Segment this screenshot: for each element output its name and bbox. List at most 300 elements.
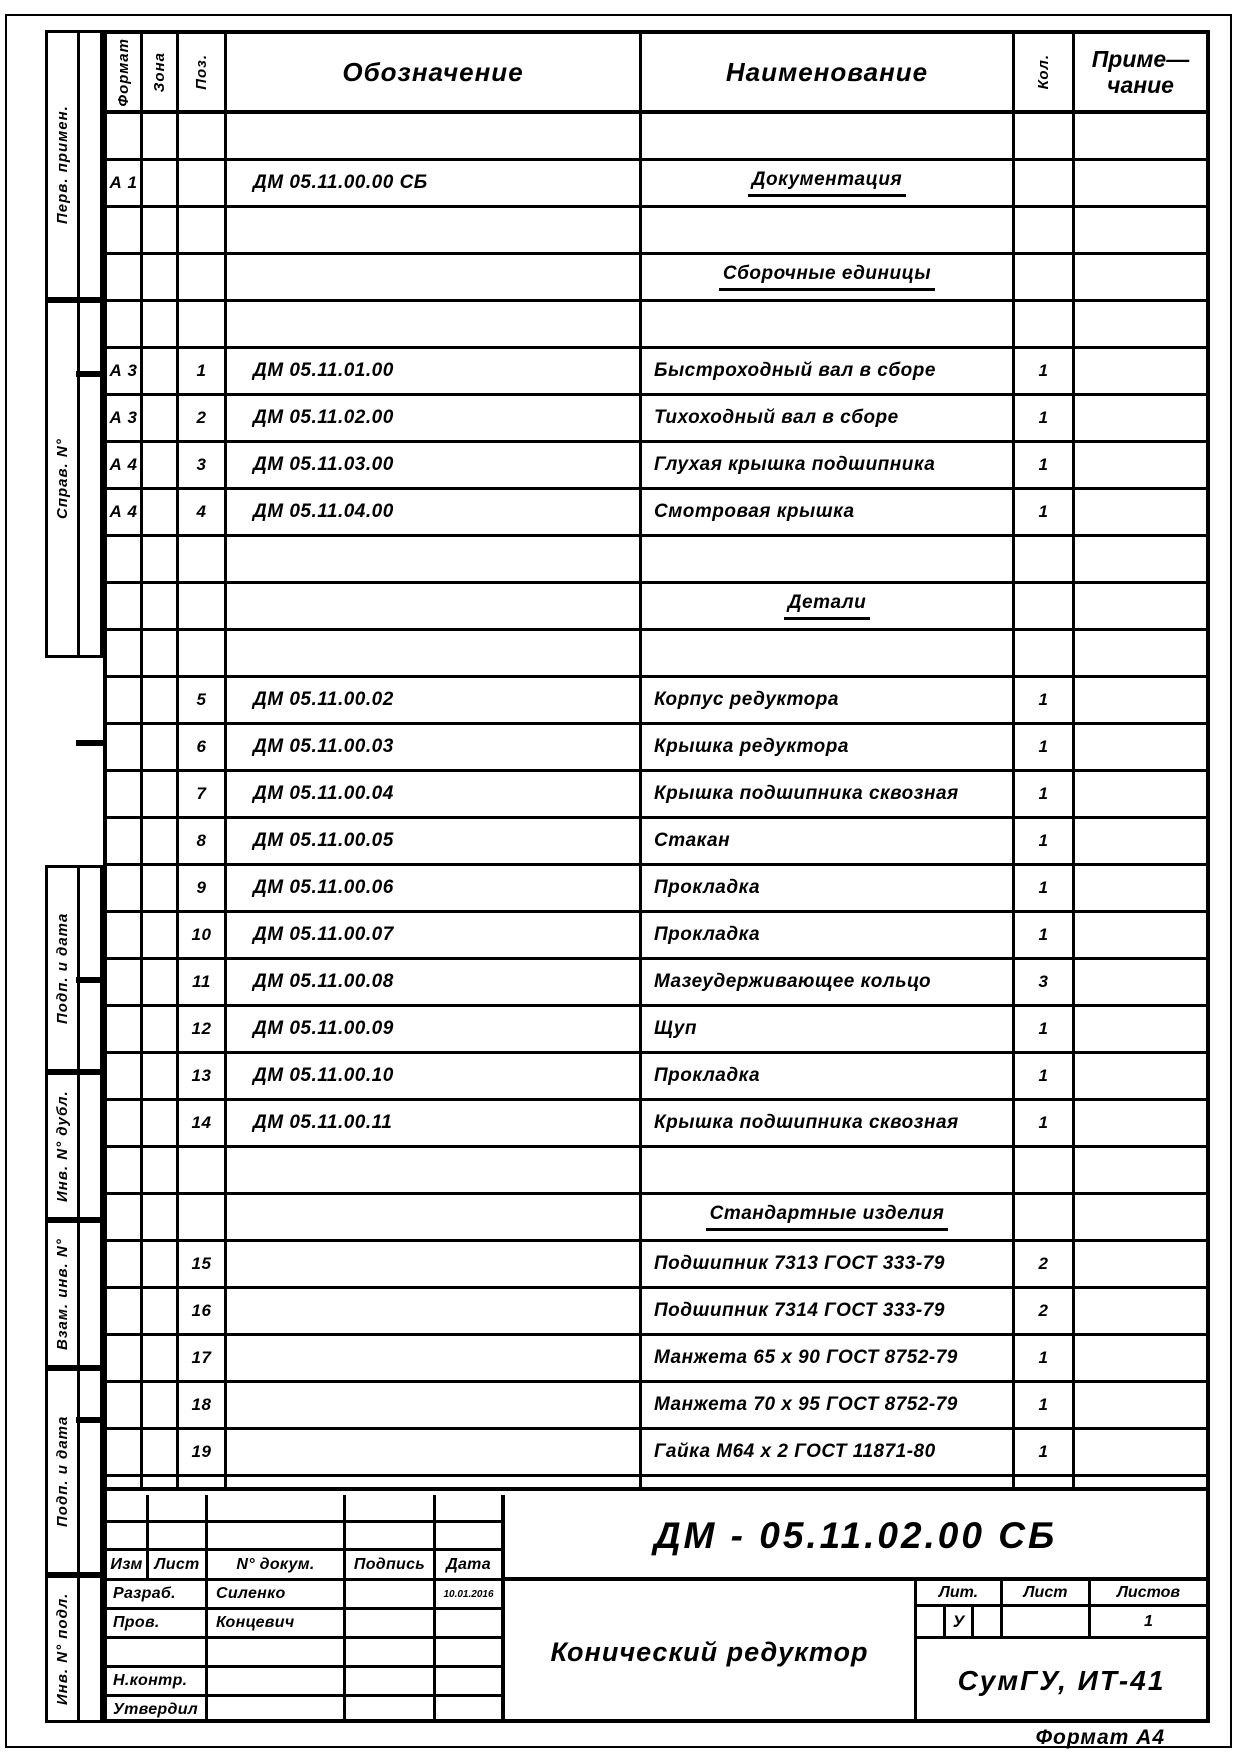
cell-name: Стакан — [642, 819, 1015, 863]
margin-label: Перв. примен. — [54, 105, 71, 225]
cell-zone — [143, 114, 179, 158]
spec-rows — [107, 114, 1206, 1487]
cell-pos — [179, 1148, 227, 1192]
cell-zone — [143, 631, 179, 675]
cell-format — [107, 1242, 143, 1286]
cell-note — [1075, 725, 1206, 769]
cell-format — [107, 537, 143, 581]
lit-cell-right — [974, 1607, 1000, 1636]
cell-name — [642, 537, 1015, 581]
role-label: Пров. — [107, 1610, 208, 1636]
role-signature — [346, 1697, 436, 1723]
cell-format — [107, 1007, 143, 1051]
list-header: Лист — [1003, 1581, 1091, 1604]
cell-qty: 1 — [1015, 725, 1075, 769]
table-row — [107, 913, 1206, 960]
cell-name: Щуп — [642, 1007, 1015, 1051]
role-row-utverdil — [107, 1697, 501, 1723]
role-row-empty — [107, 1639, 501, 1668]
role-label: Н.контр. — [107, 1668, 208, 1694]
cell-pos: 9 — [179, 866, 227, 910]
cell-note — [1075, 255, 1206, 299]
cell-zone — [143, 349, 179, 393]
cell-name: Быстроходный вал в сборе — [642, 349, 1015, 393]
cell-format — [107, 1289, 143, 1333]
cell-pos — [179, 584, 227, 628]
cell-format — [107, 725, 143, 769]
cell-zone — [143, 255, 179, 299]
cell-name — [642, 631, 1015, 675]
cell-format — [107, 819, 143, 863]
listov-value: 1 — [1144, 1612, 1153, 1630]
cell-format — [107, 208, 143, 252]
table-row — [107, 349, 1206, 396]
cell-pos: 15 — [179, 1242, 227, 1286]
cell-designation — [227, 1383, 642, 1427]
cell-pos: 16 — [179, 1289, 227, 1333]
cell-qty: 1 — [1015, 396, 1075, 440]
cell-note — [1075, 1383, 1206, 1427]
cell-pos — [179, 537, 227, 581]
cell-name — [642, 1477, 1015, 1487]
revision-reserve-row — [107, 1523, 501, 1551]
margin-block-podp-i-data-1 — [45, 865, 103, 1072]
assembly-title: Конический редуктор — [501, 1581, 914, 1723]
cell-qty — [1015, 114, 1075, 158]
table-row — [107, 772, 1206, 819]
cell-format — [107, 960, 143, 1004]
cell-format — [107, 1101, 143, 1145]
cell-designation: ДМ 05.11.00.11 — [227, 1101, 642, 1145]
role-date — [436, 1610, 501, 1636]
cell-designation: ДМ 05.11.00.09 — [227, 1007, 642, 1051]
cell-zone — [143, 960, 179, 1004]
cell-note — [1075, 631, 1206, 675]
cell-zone — [143, 678, 179, 722]
role-name — [208, 1639, 346, 1665]
cell-pos — [179, 1477, 227, 1487]
margin-block-perv-primen — [45, 30, 103, 300]
col-header-note-line2: чание — [1107, 72, 1174, 98]
cell-format — [107, 1383, 143, 1427]
cell-note — [1075, 1242, 1206, 1286]
cell-zone — [143, 302, 179, 346]
cell-format — [107, 584, 143, 628]
cell-pos: 8 — [179, 819, 227, 863]
cell-designation: ДМ 05.11.04.00 — [227, 490, 642, 534]
cell-qty — [1015, 631, 1075, 675]
cell-pos: 3 — [179, 443, 227, 487]
margin-block-vzam-inv-no — [45, 1220, 103, 1368]
cell-qty: 1 — [1015, 1054, 1075, 1098]
cell-pos: 4 — [179, 490, 227, 534]
cell-zone — [143, 1148, 179, 1192]
cell-zone — [143, 866, 179, 910]
cell-pos: 17 — [179, 1336, 227, 1380]
margin-label: Взам. инв. N° — [54, 1238, 71, 1350]
cell-qty — [1015, 161, 1075, 205]
cell-note — [1075, 584, 1206, 628]
cell-format — [107, 678, 143, 722]
cell-note — [1075, 772, 1206, 816]
cell-qty: 2 — [1015, 1289, 1075, 1333]
cell-qty: 1 — [1015, 819, 1075, 863]
cell-note — [1075, 490, 1206, 534]
cell-format — [107, 1477, 143, 1487]
table-row — [107, 1289, 1206, 1336]
margin-label: Подп. и дата — [54, 912, 71, 1025]
role-name: Силенко — [208, 1581, 346, 1607]
role-date — [436, 1697, 501, 1723]
cell-note — [1075, 678, 1206, 722]
cell-qty — [1015, 208, 1075, 252]
table-row — [107, 302, 1206, 349]
table-row — [107, 678, 1206, 725]
role-date — [436, 1639, 501, 1665]
role-signature — [346, 1581, 436, 1607]
cell-zone — [143, 1477, 179, 1487]
role-signature — [346, 1610, 436, 1636]
cell-designation: ДМ 05.11.00.03 — [227, 725, 642, 769]
list-value — [1003, 1607, 1091, 1636]
cell-zone — [143, 913, 179, 957]
cell-qty — [1015, 537, 1075, 581]
table-row — [107, 1242, 1206, 1289]
cell-pos: 19 — [179, 1430, 227, 1474]
cell-qty — [1015, 302, 1075, 346]
cell-pos — [179, 161, 227, 205]
table-row — [107, 1430, 1206, 1477]
cell-note — [1075, 349, 1206, 393]
cell-qty: 3 — [1015, 960, 1075, 1004]
cell-name: Манжета 65 x 90 ГОСТ 8752-79 — [642, 1336, 1015, 1380]
cell-designation: ДМ 05.11.00.07 — [227, 913, 642, 957]
cell-name: Прокладка — [642, 866, 1015, 910]
cell-designation: ДМ 05.11.00.04 — [227, 772, 642, 816]
cell-designation: ДМ 05.11.02.00 — [227, 396, 642, 440]
cell-designation — [227, 114, 642, 158]
margin-block-podp-i-data-2 — [45, 1368, 103, 1575]
cell-pos — [179, 255, 227, 299]
cell-qty: 1 — [1015, 443, 1075, 487]
cell-designation — [227, 1289, 642, 1333]
cell-format — [107, 1336, 143, 1380]
col-header-qty: Кол. — [1015, 34, 1075, 110]
cell-name: Корпус редуктора — [642, 678, 1015, 722]
role-signature — [346, 1668, 436, 1694]
cell-name: Прокладка — [642, 1054, 1015, 1098]
col-header-note — [1075, 34, 1206, 110]
role-signature — [346, 1639, 436, 1665]
cell-note — [1075, 1477, 1206, 1487]
cell-note — [1075, 960, 1206, 1004]
cell-name: Тихоходный вал в сборе — [642, 396, 1015, 440]
table-row — [107, 725, 1206, 772]
table-row — [107, 631, 1206, 678]
cell-pos: 14 — [179, 1101, 227, 1145]
cell-zone — [143, 1242, 179, 1286]
lit-value-cells — [917, 1607, 1003, 1636]
cell-designation: ДМ 05.11.00.10 — [227, 1054, 642, 1098]
cell-name: Стандартные изделия — [642, 1195, 1015, 1239]
cell-note — [1075, 396, 1206, 440]
cell-qty: 1 — [1015, 1101, 1075, 1145]
cell-zone — [143, 584, 179, 628]
cell-name: Мазеудерживающее кольцо — [642, 960, 1015, 1004]
cell-qty: 1 — [1015, 913, 1075, 957]
cell-designation: ДМ 05.11.00.02 — [227, 678, 642, 722]
cell-note — [1075, 302, 1206, 346]
cell-format — [107, 114, 143, 158]
rev-header-date: Дата — [446, 1555, 491, 1573]
margin-label: Инв. N° подл. — [54, 1592, 71, 1706]
cell-qty: 1 — [1015, 1336, 1075, 1380]
rev-header-sign: Подпись — [346, 1551, 436, 1578]
col-header-pos: Поз. — [179, 34, 227, 110]
cell-pos — [179, 302, 227, 346]
margin-label: Справ. N° — [54, 438, 71, 520]
cell-format — [107, 302, 143, 346]
cell-pos: 6 — [179, 725, 227, 769]
cell-note — [1075, 1289, 1206, 1333]
table-row — [107, 1007, 1206, 1054]
cell-designation: ДМ 05.11.01.00 — [227, 349, 642, 393]
cell-zone — [143, 1101, 179, 1145]
cell-designation — [227, 1477, 642, 1487]
cell-zone — [143, 1430, 179, 1474]
cell-zone — [143, 725, 179, 769]
cell-designation: ДМ 05.11.03.00 — [227, 443, 642, 487]
cell-format: А 4 — [107, 490, 143, 534]
cell-zone — [143, 490, 179, 534]
cell-qty — [1015, 584, 1075, 628]
cell-zone — [143, 396, 179, 440]
cell-zone — [143, 443, 179, 487]
table-row — [107, 960, 1206, 1007]
cell-name: Смотровая крышка — [642, 490, 1015, 534]
cell-format: А 1 — [107, 161, 143, 205]
role-label — [107, 1639, 208, 1665]
cell-pos — [179, 208, 227, 252]
cell-format: А 3 — [107, 349, 143, 393]
cell-zone — [143, 537, 179, 581]
cell-name: Крышка редуктора — [642, 725, 1015, 769]
title-block — [107, 1487, 1206, 1723]
role-label: Утвердил — [107, 1697, 208, 1723]
cell-format: А 3 — [107, 396, 143, 440]
fold-mark — [76, 740, 103, 746]
listov-header: Листов — [1116, 1583, 1181, 1601]
cell-designation: ДМ 05.11.00.00 СБ — [227, 161, 642, 205]
table-row — [107, 537, 1206, 584]
cell-designation: ДМ 05.11.00.08 — [227, 960, 642, 1004]
lit-value: У — [943, 1607, 975, 1636]
col-header-format: Формат — [107, 34, 143, 110]
cell-format — [107, 255, 143, 299]
revision-reserve-row — [107, 1495, 501, 1523]
cell-designation — [227, 584, 642, 628]
cell-designation — [227, 1336, 642, 1380]
cell-note — [1075, 819, 1206, 863]
document-number: ДМ - 05.11.02.00 СБ — [501, 1495, 1206, 1581]
cell-note — [1075, 208, 1206, 252]
cell-note — [1075, 1007, 1206, 1051]
cell-pos: 2 — [179, 396, 227, 440]
cell-designation: ДМ 05.11.00.06 — [227, 866, 642, 910]
cell-note — [1075, 1148, 1206, 1192]
cell-name — [642, 208, 1015, 252]
lit-cell-left — [917, 1607, 943, 1636]
cell-note — [1075, 1054, 1206, 1098]
table-row — [107, 1148, 1206, 1195]
cell-pos — [179, 1195, 227, 1239]
col-header-zone: Зона — [143, 34, 179, 110]
cell-pos: 18 — [179, 1383, 227, 1427]
cell-name: Прокладка — [642, 913, 1015, 957]
cell-qty — [1015, 1148, 1075, 1192]
cell-qty: 1 — [1015, 866, 1075, 910]
cell-format — [107, 866, 143, 910]
cell-pos: 7 — [179, 772, 227, 816]
cell-name — [642, 1148, 1015, 1192]
col-header-name: Наименование — [642, 34, 1015, 110]
cell-qty — [1015, 1477, 1075, 1487]
cell-qty — [1015, 1195, 1075, 1239]
table-row — [107, 819, 1206, 866]
margin-block-inv-no-podl — [45, 1575, 103, 1723]
cell-pos: 13 — [179, 1054, 227, 1098]
role-date — [436, 1668, 501, 1694]
cell-note — [1075, 537, 1206, 581]
cell-zone — [143, 161, 179, 205]
cell-format — [107, 1195, 143, 1239]
lit-list-listov-headers — [917, 1581, 1206, 1607]
cell-format — [107, 913, 143, 957]
cell-name: Крышка подшипника сквозная — [642, 772, 1015, 816]
table-row — [107, 866, 1206, 913]
rev-header-list: Лист — [149, 1551, 208, 1578]
cell-format — [107, 772, 143, 816]
revision-header-row — [107, 1551, 501, 1581]
cell-name: Крышка подшипника сквозная — [642, 1101, 1015, 1145]
cell-qty: 1 — [1015, 490, 1075, 534]
table-header — [107, 34, 1206, 114]
cell-name: Детали — [642, 584, 1015, 628]
role-name — [208, 1668, 346, 1694]
table-row — [107, 490, 1206, 537]
table-row — [107, 443, 1206, 490]
title-block-revision-area — [107, 1495, 501, 1723]
cell-designation — [227, 1195, 642, 1239]
cell-pos: 5 — [179, 678, 227, 722]
table-row — [107, 255, 1206, 302]
cell-qty: 1 — [1015, 1383, 1075, 1427]
cell-designation — [227, 1148, 642, 1192]
cell-format: А 4 — [107, 443, 143, 487]
table-row — [107, 1477, 1206, 1487]
role-row-prov — [107, 1610, 501, 1639]
cell-zone — [143, 1195, 179, 1239]
cell-pos: 1 — [179, 349, 227, 393]
role-row-nkontr — [107, 1668, 501, 1697]
cell-designation — [227, 208, 642, 252]
cell-designation — [227, 302, 642, 346]
cell-qty: 1 — [1015, 678, 1075, 722]
cell-designation — [227, 255, 642, 299]
cell-pos: 12 — [179, 1007, 227, 1051]
rev-header-doc: N° докум. — [208, 1551, 346, 1578]
table-row — [107, 1383, 1206, 1430]
cell-format — [107, 1054, 143, 1098]
cell-format — [107, 1148, 143, 1192]
cell-designation — [227, 1430, 642, 1474]
rev-header-izm: Изм — [107, 1551, 149, 1578]
lit-header: Лит. — [917, 1581, 1003, 1604]
cell-zone — [143, 1007, 179, 1051]
cell-note — [1075, 866, 1206, 910]
organization: СумГУ, ИТ-41 — [957, 1665, 1166, 1696]
title-block-right — [914, 1581, 1206, 1723]
cell-note — [1075, 114, 1206, 158]
cell-format — [107, 1430, 143, 1474]
cell-qty: 1 — [1015, 772, 1075, 816]
cell-name: Гайка М64 x 2 ГОСТ 11871-80 — [642, 1430, 1015, 1474]
cell-pos: 10 — [179, 913, 227, 957]
cell-name: Манжета 70 x 95 ГОСТ 8752-79 — [642, 1383, 1015, 1427]
table-row — [107, 1101, 1206, 1148]
cell-designation — [227, 1242, 642, 1286]
table-row — [107, 208, 1206, 255]
cell-name: Подшипник 7313 ГОСТ 333-79 — [642, 1242, 1015, 1286]
cell-note — [1075, 1195, 1206, 1239]
cell-zone — [143, 1336, 179, 1380]
cell-name — [642, 114, 1015, 158]
margin-label: Подп. и дата — [54, 1415, 71, 1528]
cell-note — [1075, 1336, 1206, 1380]
cell-qty — [1015, 255, 1075, 299]
table-row — [107, 396, 1206, 443]
lit-list-listov-values — [917, 1607, 1206, 1639]
table-row — [107, 1195, 1206, 1242]
format-label: Формат А4 — [1035, 1726, 1165, 1749]
cell-name — [642, 302, 1015, 346]
role-name: Концевич — [208, 1610, 346, 1636]
cell-note — [1075, 913, 1206, 957]
cell-zone — [143, 1054, 179, 1098]
cell-name: Сборочные единицы — [642, 255, 1015, 299]
cell-designation — [227, 537, 642, 581]
cell-name: Документация — [642, 161, 1015, 205]
margin-block-sprav-no — [45, 300, 103, 658]
cell-qty: 1 — [1015, 349, 1075, 393]
cell-zone — [143, 1383, 179, 1427]
cell-note — [1075, 443, 1206, 487]
cell-designation: ДМ 05.11.00.05 — [227, 819, 642, 863]
cell-name: Подшипник 7314 ГОСТ 333-79 — [642, 1289, 1015, 1333]
table-row — [107, 1336, 1206, 1383]
cell-note — [1075, 161, 1206, 205]
cell-zone — [143, 208, 179, 252]
cell-note — [1075, 1101, 1206, 1145]
cell-name: Глухая крышка подшипника — [642, 443, 1015, 487]
table-row — [107, 114, 1206, 161]
cell-zone — [143, 819, 179, 863]
table-row — [107, 161, 1206, 208]
cell-zone — [143, 772, 179, 816]
margin-block-inv-no-dubl — [45, 1072, 103, 1220]
cell-qty: 1 — [1015, 1007, 1075, 1051]
role-row-razrab — [107, 1581, 501, 1610]
